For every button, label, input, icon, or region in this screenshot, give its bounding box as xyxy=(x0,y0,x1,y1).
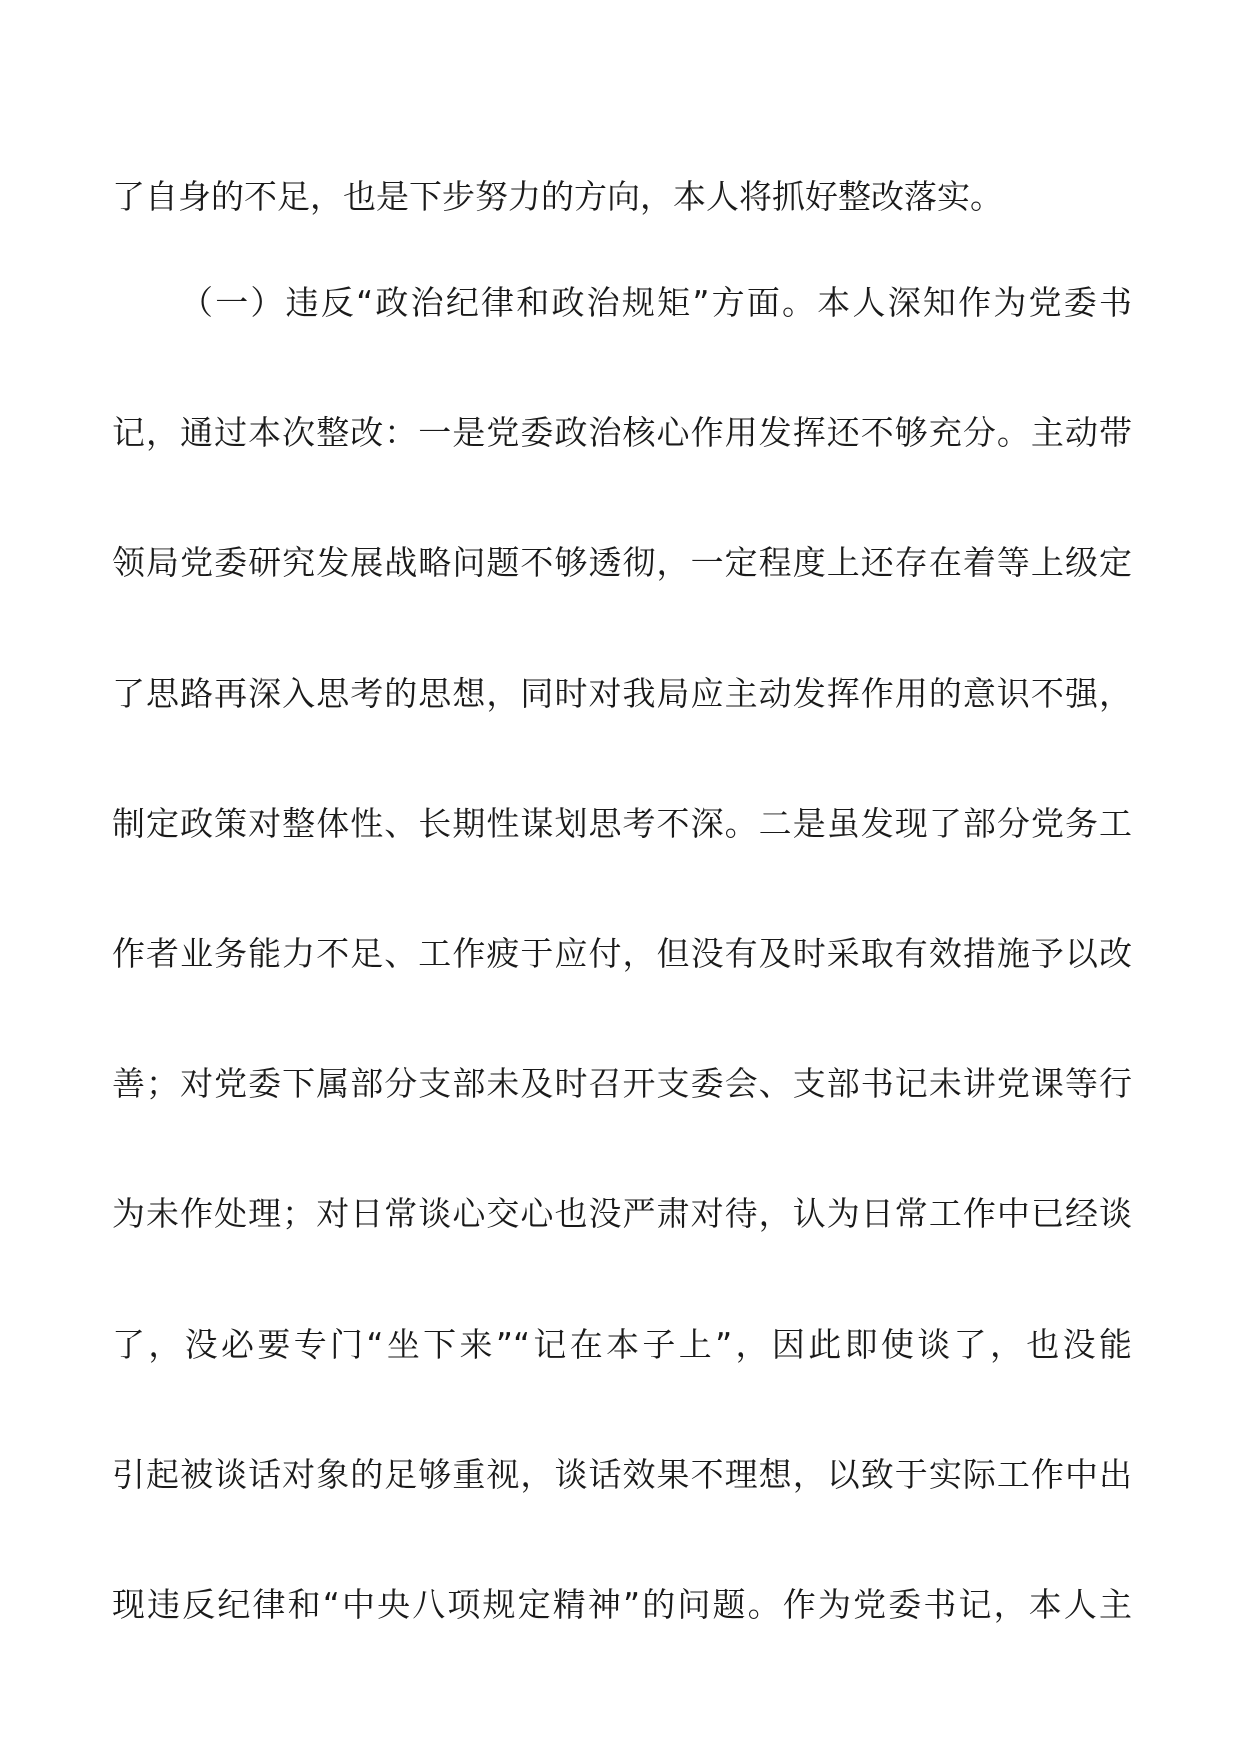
text-line: 领局党委研究发展战略问题不够透彻，一定程度上还存在着等上级定 xyxy=(112,543,1132,583)
text-line: 了思路再深入思考的思想，同时对我局应主动发挥作用的意识不强， xyxy=(112,673,1132,713)
text-line: 记，通过本次整改：一是党委政治核心作用发挥还不够充分。主动带 xyxy=(112,413,1132,453)
text-line: （一）违反“政治纪律和政治规矩”方面。本人深知作为党委书 xyxy=(180,283,1132,322)
text-line: 引起被谈话对象的足够重视，谈话效果不理想，以致于实际工作中出 xyxy=(112,1454,1132,1494)
text-line: 制定政策对整体性、长期性谋划思考不深。二是虽发现了部分党务工 xyxy=(112,803,1132,843)
text-line: 了，没必要专门“坐下来”“记在本子上”，因此即使谈了，也没能 xyxy=(112,1324,1132,1364)
text-line: 现违反纪律和“中央八项规定精神”的问题。作为党委书记，本人主 xyxy=(112,1584,1132,1624)
text-line: 善；对党委下属部分支部未及时召开支委会、支部书记未讲党课等行 xyxy=(112,1064,1132,1104)
text-line: 了自身的不足，也是下步努力的方向，本人将抓好整改落实。 xyxy=(112,177,1003,216)
text-line: 为未作处理；对日常谈心交心也没严肃对待，认为日常工作中已经谈 xyxy=(112,1194,1132,1234)
text-line: 作者业务能力不足、工作疲于应付，但没有及时采取有效措施予以改 xyxy=(112,933,1132,973)
paragraph-political-discipline xyxy=(112,238,1132,1670)
